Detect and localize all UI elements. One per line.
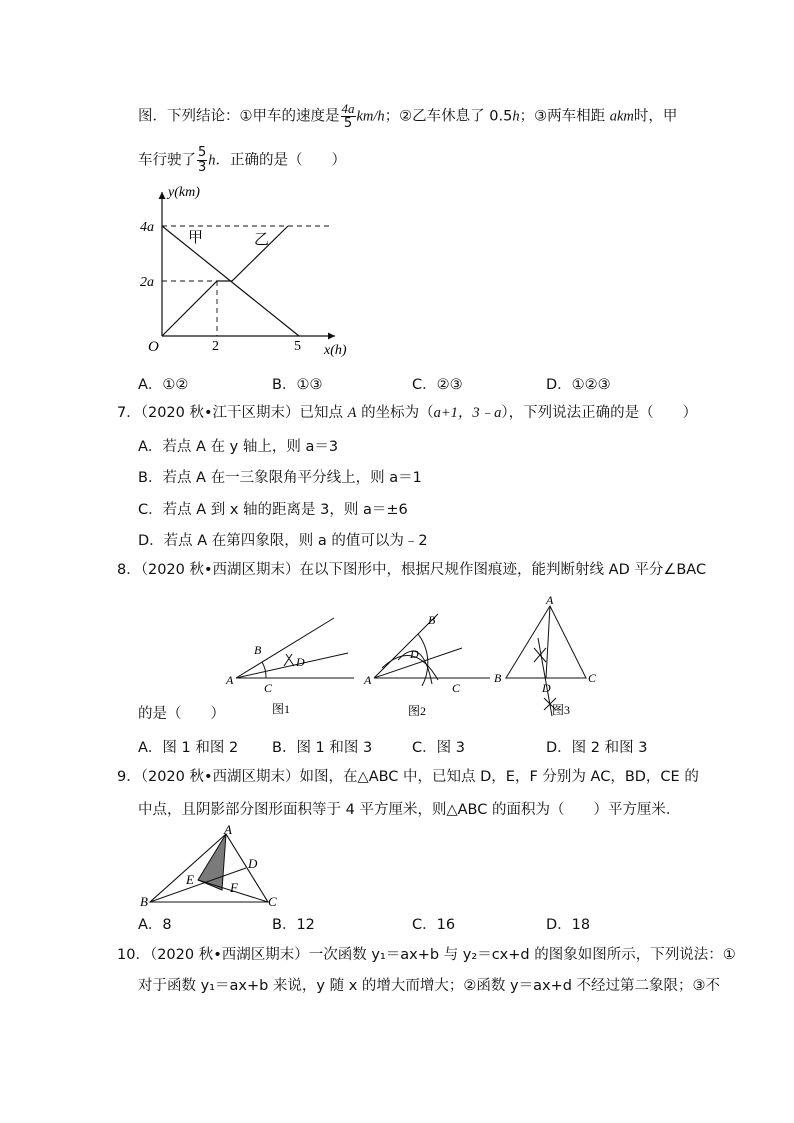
q8-figure-2 — [362, 608, 502, 716]
fig9-label-a: A — [224, 822, 232, 837]
fig3-segment-ad — [546, 606, 550, 678]
fig2-label-a: A — [364, 673, 372, 687]
q8-figure-1 — [222, 612, 362, 716]
fig2-label-d: D — [410, 647, 419, 661]
y-tick-4a: 4a — [140, 220, 154, 235]
fig3-label-d: D — [542, 681, 551, 695]
q7-stem: 7．（2020 秋•江干区期末）已知点 A 的坐标为（a+1，3﹣a），下列说法正确的是（ ） — [117, 405, 698, 421]
fig3-label-c: C — [588, 671, 597, 685]
q9-option-a[interactable]: A．8 — [138, 917, 172, 933]
q9-option-d[interactable]: D．18 — [546, 917, 591, 933]
q7-option-c[interactable]: C．若点 A 到 x 轴的距离是 3，则 a＝±6 — [138, 502, 408, 518]
q9-option-b[interactable]: B．12 — [272, 917, 315, 933]
fig9-label-b: B — [140, 894, 148, 908]
fig1-arc — [262, 662, 266, 678]
q8-option-a[interactable]: A．图 1 和图 2 — [138, 740, 239, 756]
fig9-label-f: F — [230, 880, 238, 895]
fig1-label-a: A — [226, 673, 234, 687]
x-axis-label: x(h) — [324, 343, 347, 358]
fig1-ray-ad — [236, 653, 348, 678]
fraction-5-over-3: $\frac{5}{3}$ — [198, 145, 207, 175]
fraction-4a-over-5: $\frac{4a}{5}$ — [341, 101, 355, 131]
q10-line1: 10．（2020 秋•西湖区期末）一次函数 y₁＝ax+b 与 y₂＝cx+d 的图象如图所示，下列说法：① — [117, 947, 736, 963]
fig3-label-b: B — [494, 671, 502, 685]
label-jia: 甲 — [188, 230, 204, 246]
label-yi: 乙 — [254, 232, 270, 248]
fig1-ray-ab — [236, 618, 334, 678]
fig2-caption: 图2 — [408, 704, 427, 716]
fig1-label-c: C — [264, 681, 273, 695]
fig9-label-e: E — [186, 872, 194, 887]
fig1-cross-mark — [284, 654, 294, 666]
q7-option-b[interactable]: B．若点 A 在一三象限角平分线上，则 a＝1 — [138, 470, 422, 486]
q8-stem: 8．（2020 秋•西湖区期末）在以下图形中，根据尺规作图痕迹，能判断射线 AD 平分∠BAC — [117, 562, 707, 578]
fig3-triangle — [506, 606, 586, 678]
x-tick-5: 5 — [294, 339, 301, 354]
q6-line1: 图．下列结论：①甲车的速度是 $\frac{4a}{5}$ km/h；②乙车休息了 0.5h；③两车相距 akm时，甲 — [138, 101, 678, 131]
fig3-caption: 图3 — [552, 703, 571, 717]
fig1-caption: 图1 — [272, 702, 291, 716]
q9-stem-continued: 中点，且阴影部分图形面积等于 4 平方厘米，则△ABC 的面积为（ ）平方厘米． — [138, 802, 681, 818]
q8-option-d[interactable]: D．图 2 和图 3 — [546, 740, 648, 756]
q9-option-c[interactable]: C．16 — [412, 917, 456, 933]
fig9-label-c: C — [268, 894, 277, 908]
x-tick-2: 2 — [212, 339, 219, 354]
fig2-label-b: B — [428, 613, 436, 627]
y-tick-2a: 2a — [140, 275, 154, 290]
q10-line2: 对于函数 y₁＝ax+b 来说，y 随 x 的增大而增大；②函数 y＝ax+d 不经过第二象限；③不 — [138, 978, 721, 994]
fig3-label-a: A — [546, 593, 554, 607]
q7-option-a[interactable]: A．若点 A 在 y 轴上，则 a＝3 — [138, 439, 339, 455]
q8-stem-continued: 的是（ ） — [138, 706, 225, 722]
q9-stem: 9．（2020 秋•西湖区期末）如图，在△ABC 中，已知点 D，E，F 分别为 AC，BD，CE 的 — [117, 769, 699, 785]
q6-option-a[interactable]: A．①② — [138, 377, 189, 393]
q8-option-c[interactable]: C．图 3 — [412, 740, 465, 756]
q6-option-c[interactable]: C．②③ — [412, 377, 463, 393]
q6-option-b[interactable]: B．①③ — [272, 377, 323, 393]
q6-line2: 车行驶了 $\frac{5}{3}$ h．正确的是（ ） — [138, 145, 347, 175]
q6-option-d[interactable]: D．①②③ — [546, 377, 611, 393]
origin-label: O — [148, 339, 159, 355]
fig1-label-b: B — [254, 643, 262, 657]
fig2-label-c: C — [452, 681, 461, 695]
q7-option-d[interactable]: D．若点 A 在第四象限，则 a 的值可以为﹣2 — [138, 533, 428, 549]
q9-triangle-figure — [138, 822, 288, 908]
fig9-label-d: D — [248, 856, 258, 871]
q6-distance-time-graph — [130, 184, 370, 364]
y-axis-label: y(km) — [168, 185, 200, 200]
fig1-label-d: D — [296, 655, 305, 669]
q8-option-b[interactable]: B．图 1 和图 3 — [272, 740, 373, 756]
q8-figure-3 — [490, 592, 600, 720]
